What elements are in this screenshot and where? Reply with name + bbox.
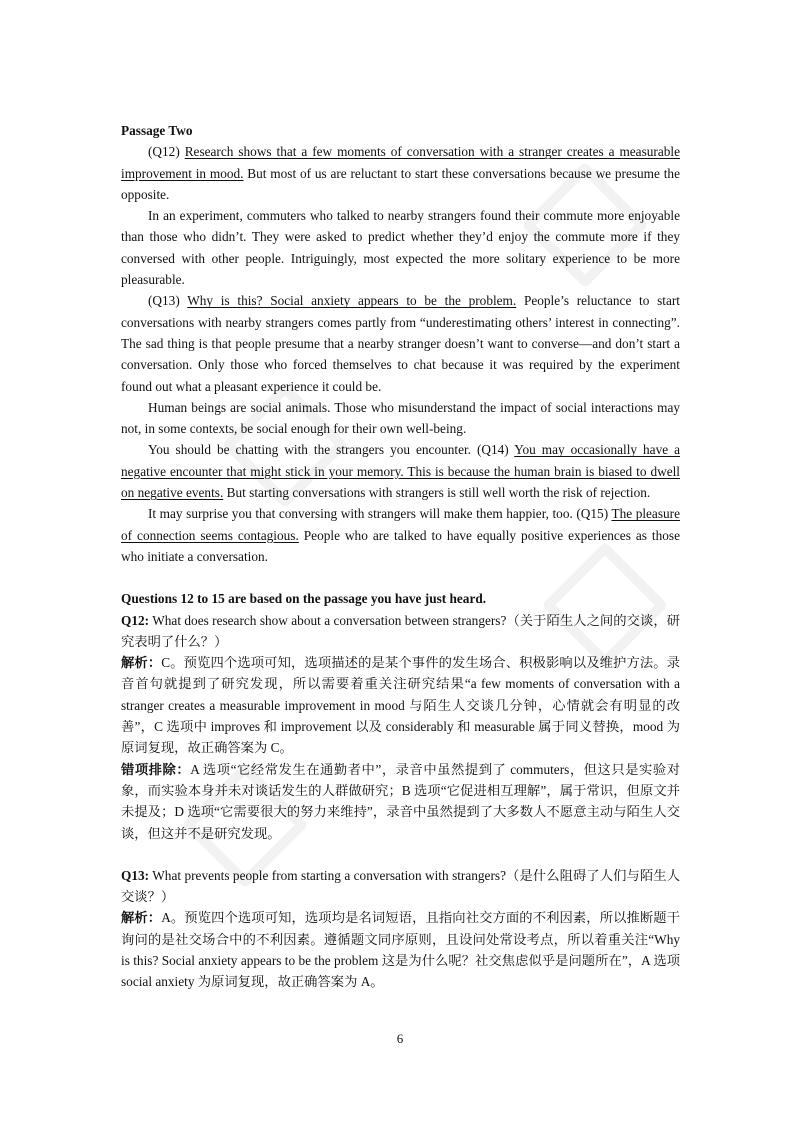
key-sentence-q12: Research shows that a few moments of conversation with a stranger creates a measurable improvement in mood. [121, 144, 680, 181]
section-gap [121, 844, 680, 865]
analysis-q12: 解析：C。预览四个选项可知，选项描述的是某个事件的发生场合、积极影响以及维护方法。录音首句就提到了研究发现，所以需要着重关注研究结果“a few moments of conversation with a stranger creates a measurable improvement in mood 与陌生人交谈几分钟，心情就会有明显的改善”，C 选项中 improves 和 improvement 以及 considerably 和 measurable 属于同义替换，mood 为原词复现，故正确答案为 C。 [121, 655, 681, 756]
key-sentence-q14: You may occasionally have a negative encounter that might stick in your memory. This is because the human brain is biased to dwell on negative events. [121, 442, 680, 501]
key-sentence-q15: The pleasure of connection seems contagious. [121, 506, 680, 543]
passage-paragraph-2: In an experiment, commuters who talked to nearby strangers found their commute more enjoyable than those who didn’t. They were asked to predict whether they’d enjoy the commute more if they conversed with other people. Intriguingly, most expected the more solitary experience to be more pleasurable. [121, 208, 680, 288]
key-sentence-q13: Why is this? Social anxiety appears to be the problem. [187, 293, 517, 309]
passage-heading: Passage Two [121, 123, 193, 138]
wrong-options-q12: 错项排除：A 选项“它经常发生在通勤者中”，录音中虽然提到了 commuters，但这只是实验对象，而实验本身并未对谈话发生的人群做研究；B 选项“它促进相互理解”，属于常识，但原文并未提及；D 选项“它需要很大的努力来维持”，录音中虽然提到了大多数人不愿意主动与陌生人交谈，但这并不是研究发现。 [121, 761, 681, 841]
question-q13: Q13: What prevents people from starting a conversation with strangers?（是什么阻碍了人们与陌生人交谈？） [121, 867, 680, 905]
analysis-q13: 解析：A。预览四个选项可知，选项均是名词短语，且指向社交方面的不利因素，所以推断题干询问的是社交场合中的不利因素。遵循题文同序原则，且设问处常设考点，所以着重关注“Why is this? Social anxiety appears to be the problem 这是为什么呢？社交焦虑似乎是问题所在”，A 选项 social anxiety 为原词复现，故正确答案为 A。 [121, 910, 680, 990]
questions-heading: Questions 12 to 15 are based on the passage you have just heard. [121, 591, 487, 607]
passage-paragraph-6: It may surprise you that conversing with strangers will make them happier, too. (Q15) The pleasure of connection seems contagious. People who are talked to have equally positive experiences as those who initiate a conversation. [121, 506, 680, 564]
passage-paragraph-5: You should be chatting with the strangers you encounter. (Q14) You may occasionally have a negative encounter that might stick in your memory. This is because the human brain is biased to dwell on negative events. But starting conversations with strangers is still well worth the risk of rejection. [121, 442, 680, 501]
question-q12: Q12: What does research show about a conversation between strangers?（关于陌生人之间的交谈，研究表明了什么？） [121, 612, 680, 649]
page-content [121, 120, 680, 993]
passage-paragraph-3: (Q13) Why is this? Social anxiety appears to be the problem. People’s reluctance to start conversations with nearby strangers comes partly from “underestimating others’ interest in connecting”. The sad thing is that people presume that a nearby stranger doesn’t want to converse—and don’t start a conversation. Only those who forced themselves to chat because it was required by the experiment found out what a pleasant experience it could be. [121, 293, 681, 394]
passage-paragraph-4: Human beings are social animals. Those who misunderstand the impact of social interactions may not, in some contexts, be social enough for their own well-being. [121, 399, 680, 437]
page-number: 6 [396, 1031, 404, 1046]
section-gap [121, 567, 680, 588]
passage-paragraph-1: (Q12) Research shows that a few moments of conversation with a stranger creates a measurable improvement in mood. But most of us are reluctant to start these conversations because we presume the opposite. [121, 144, 680, 202]
